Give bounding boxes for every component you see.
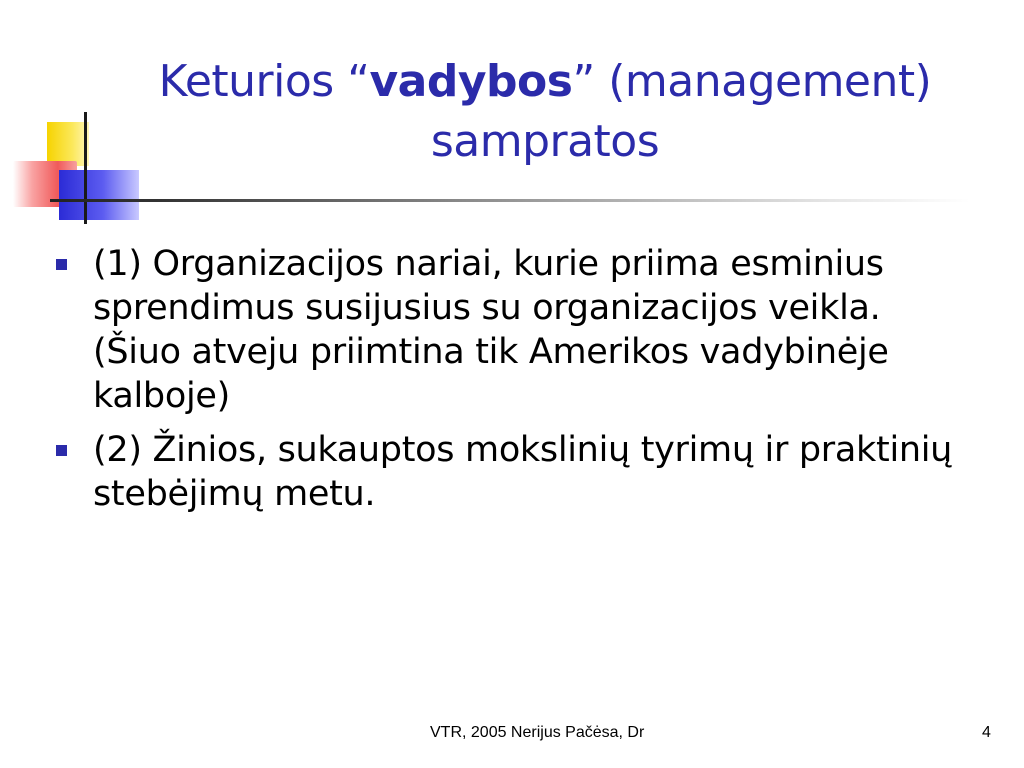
bullet-list — [56, 242, 956, 526]
yellow-square-decoration — [47, 122, 89, 166]
title-part-2: ” (management) — [572, 56, 932, 107]
bullet-square-icon — [56, 445, 67, 456]
bullet-square-icon — [56, 259, 67, 270]
footer-text: VTR, 2005 Nerijus Pačėsa, Dr — [430, 724, 645, 741]
blue-square-decoration — [59, 170, 139, 220]
slide-title — [90, 52, 1000, 172]
bullet-item — [56, 242, 956, 418]
bullet-item — [56, 428, 956, 516]
vertical-line-decoration — [84, 112, 87, 224]
title-line-2: sampratos — [430, 116, 660, 167]
title-underline — [50, 199, 970, 202]
bullet-text: (2) Žinios, sukauptos mokslinių tyrimų ir praktinių stebėjimų metu. — [93, 430, 953, 514]
title-bold-word: vadybos — [369, 56, 573, 107]
bullet-text: (1) Organizacijos nariai, kurie priima esminius sprendimus susijusius su organizacijos veikla. (Šiuo atveju priimtina tik Amerikos vadybinėje kalboje) — [93, 244, 889, 416]
title-part-1: Keturios “ — [158, 56, 370, 107]
page-number: 4 — [982, 724, 991, 741]
